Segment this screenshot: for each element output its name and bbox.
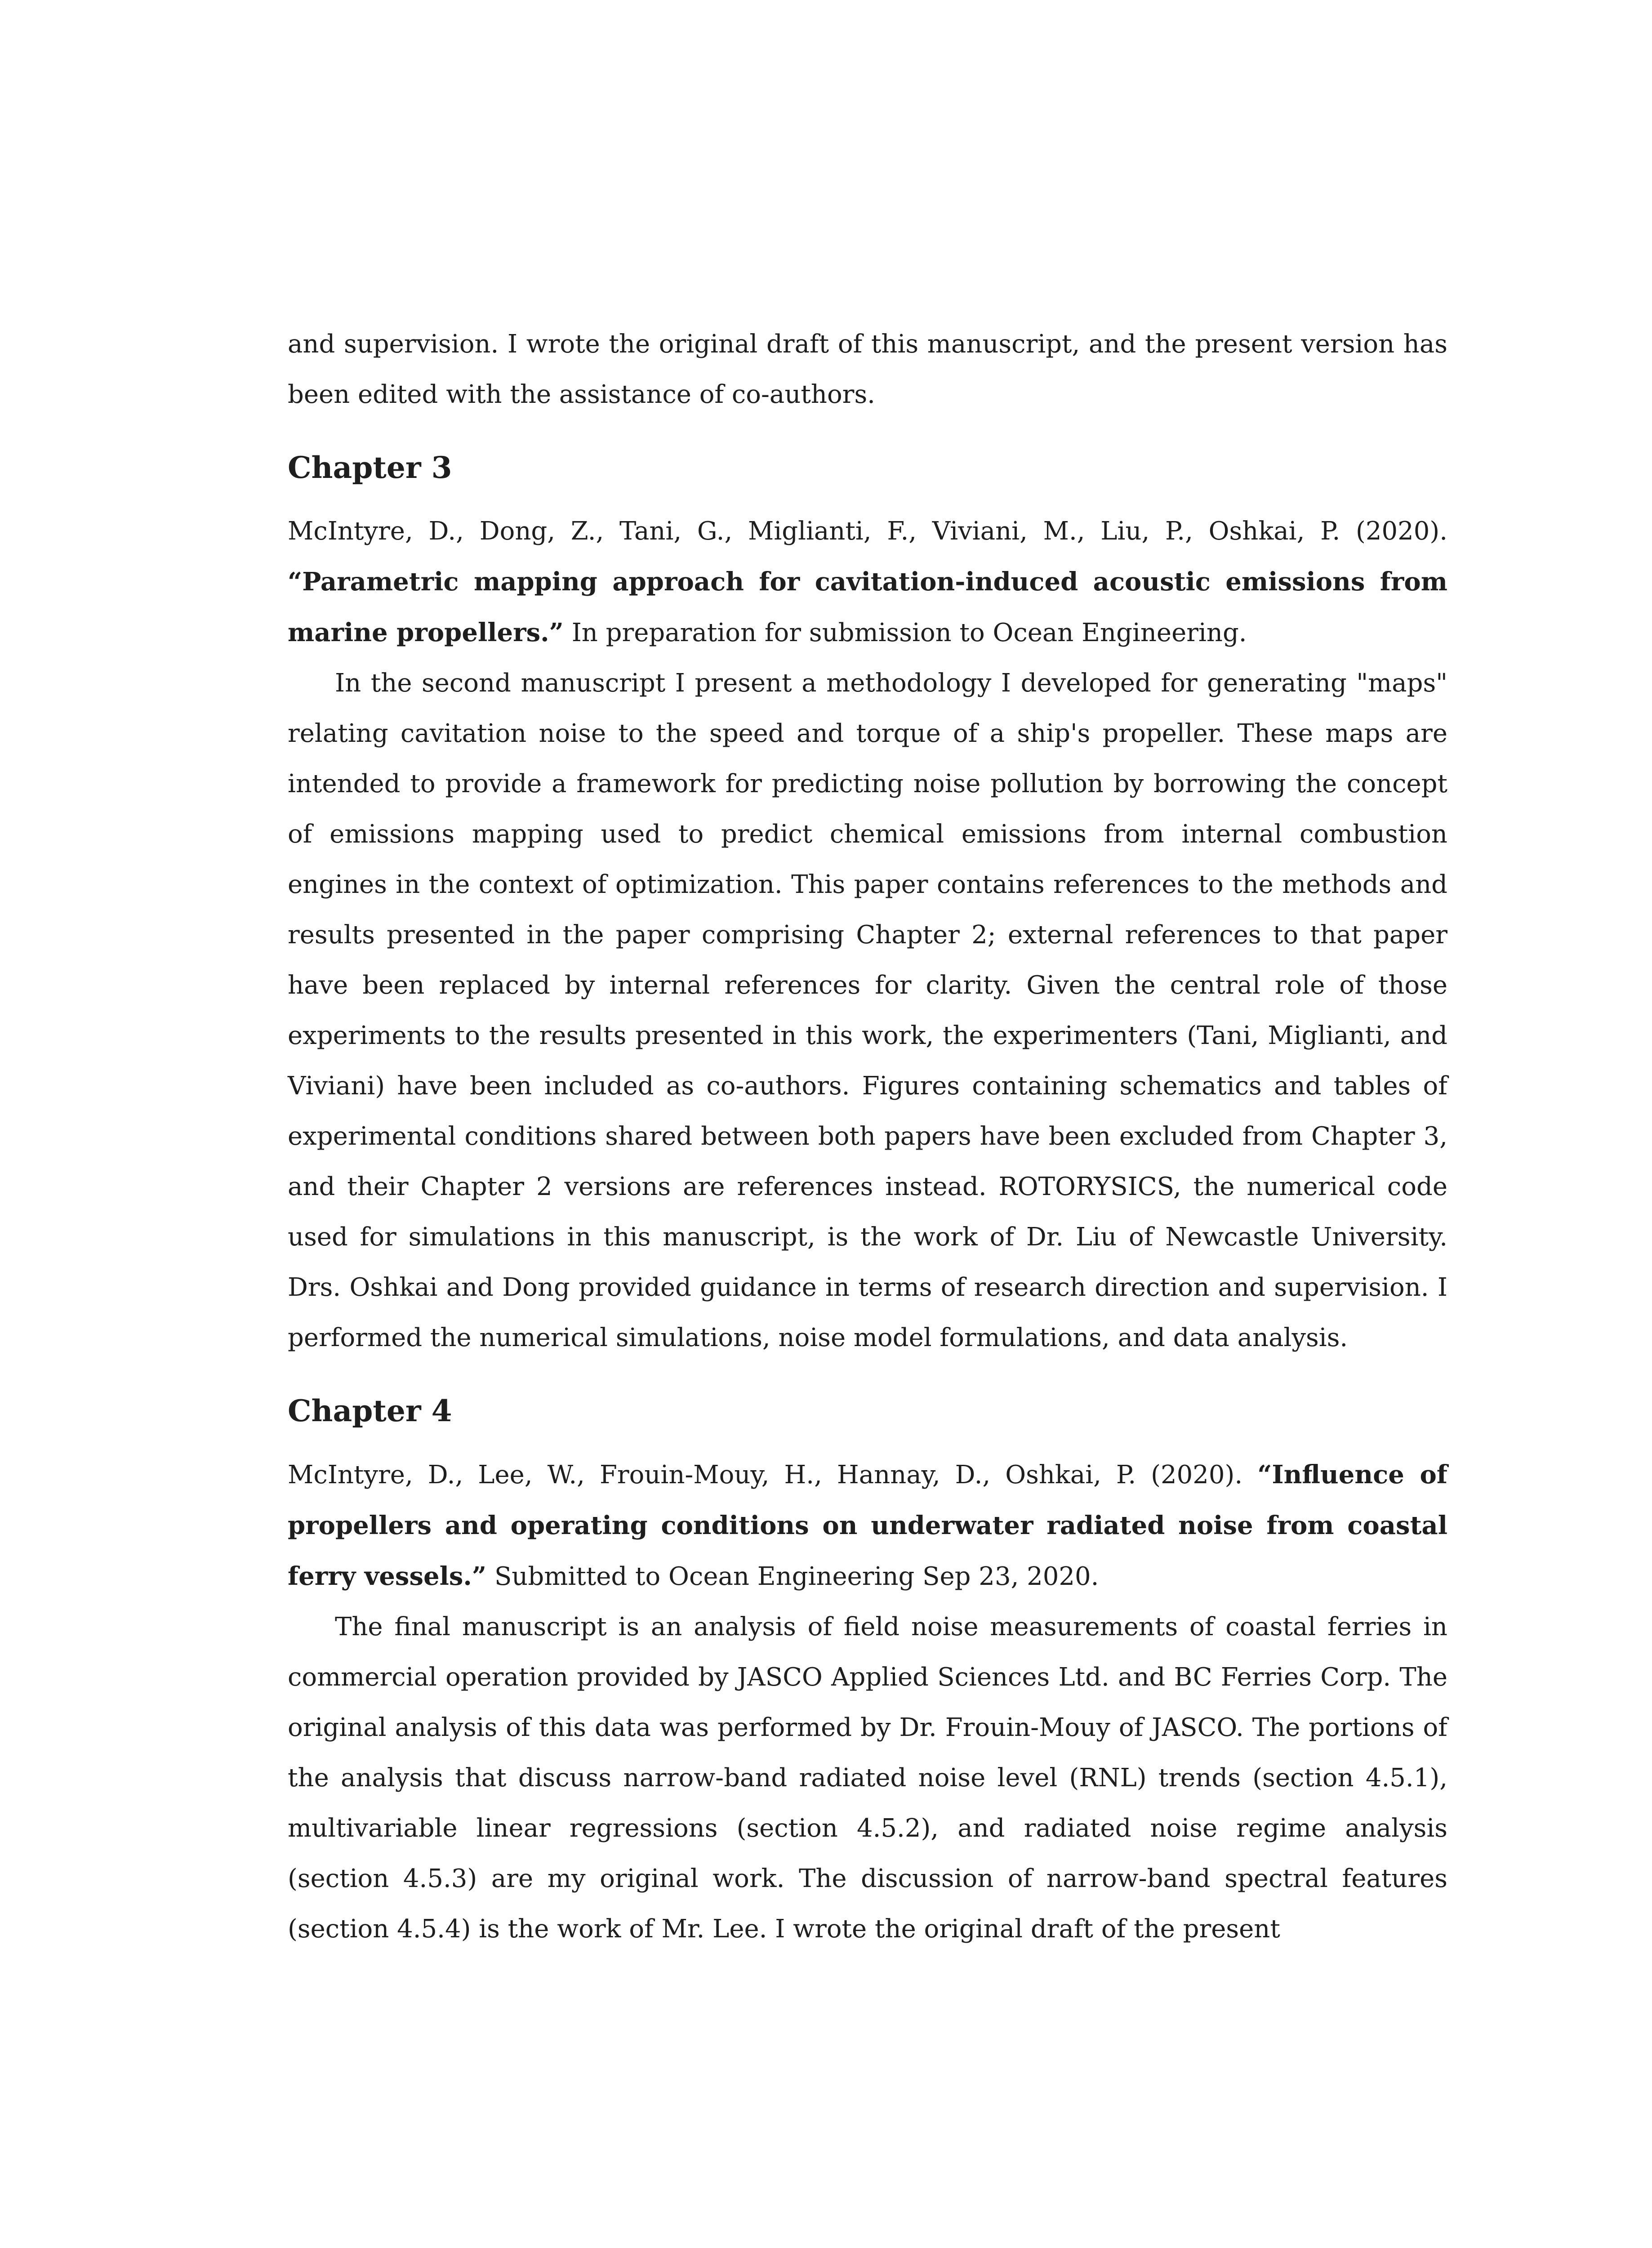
chapter-3-citation bbox=[288, 506, 1447, 658]
chapter-3-citation-authors: McIntyre, D., Dong, Z., Tani, G., Miglianti, F., Viviani, M., Liu, P., Oshkai, P. (2020). bbox=[288, 517, 1447, 546]
chapter-3-body-paragraph: In the second manuscript I present a methodology I developed for generating "maps" relating cavitation noise to the speed and torque of a ship's propeller. These maps are intended to provide a framework for predicting noise pollution by borrowing the concept of emissions mapping used to predict chemical emissions from internal combustion engines in the context of optimization. This paper contains references to the methods and results presented in the paper comprising Chapter 2; external references to that paper have been replaced by internal references for clarity. Given the central role of those experiments to the results presented in this work, the experimenters (Tani, Miglianti, and Viviani) have been included as co-authors. Figures containing schematics and tables of experimental conditions shared between both papers have been excluded from Chapter 3, and their Chapter 2 versions are references instead. ROTORYSICS, the numerical code used for simulations in this manuscript, is the work of Dr. Liu of Newcastle University. Drs. Oshkai and Dong provided guidance in terms of research direction and supervision. I performed the numerical simulations, noise model formulations, and data analysis. bbox=[288, 669, 1447, 1352]
chapter-4-citation bbox=[288, 1450, 1447, 1602]
chapter-4-paper-title: “Influence of propellers and operating conditions on underwater radiated noise from coastal ferry vessels.” bbox=[288, 1460, 1447, 1591]
chapter-4-citation-status: Submitted to Ocean Engineering Sep 23, 2020. bbox=[494, 1562, 1099, 1591]
chapter-4-heading: Chapter 4 bbox=[288, 1393, 452, 1428]
chapter-4-citation-authors: McIntyre, D., Lee, W., Frouin-Mouy, H., Hannay, D., Oshkai, P. (2020). bbox=[288, 1460, 1243, 1490]
text-column bbox=[288, 319, 1447, 1954]
chapter-3-heading: Chapter 3 bbox=[288, 450, 452, 485]
intro-paragraph: and supervision. I wrote the original draft of this manuscript, and the present version has been edited with the assistance of co-authors. bbox=[288, 330, 1447, 409]
chapter-4-body-paragraph: The final manuscript is an analysis of field noise measurements of coastal ferries in commercial operation provided by JASCO Applied Sciences Ltd. and BC Ferries Corp. The original analysis of this data was performed by Dr. Frouin-Mouy of JASCO. The portions of the analysis that discuss narrow-band radiated noise level (RNL) trends (section 4.5.1), multivariable linear regressions (section 4.5.2), and radiated noise regime analysis (section 4.5.3) are my original work. The discussion of narrow-band spectral features (section 4.5.4) is the work of Mr. Lee. I wrote the original draft of the present bbox=[288, 1612, 1447, 1944]
chapter-3-paper-title: “Parametric mapping approach for cavitation-induced acoustic emissions from marine propellers.” bbox=[288, 567, 1447, 647]
chapter-3-citation-status: In preparation for submission to Ocean Engineering. bbox=[571, 618, 1247, 647]
